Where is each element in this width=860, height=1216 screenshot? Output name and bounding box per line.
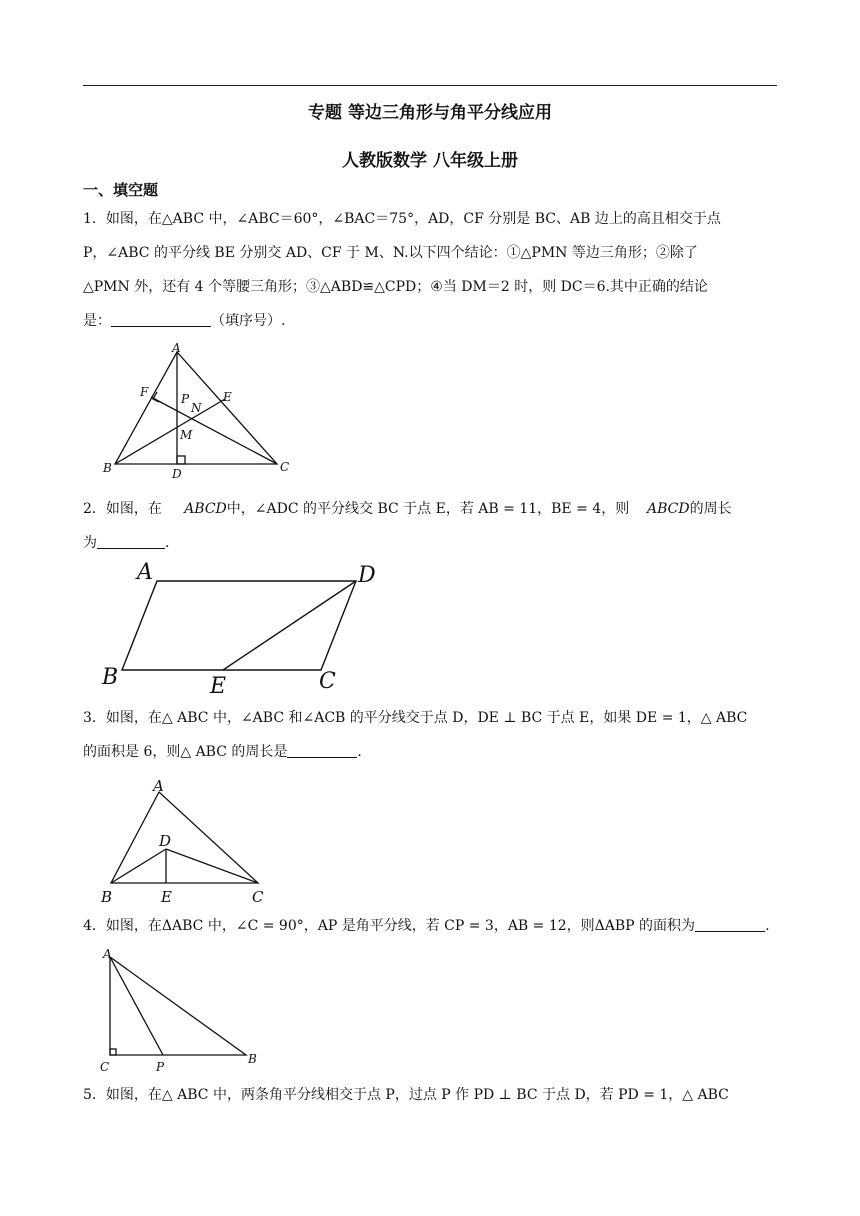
fig4-label-A: A: [103, 947, 112, 961]
question-1-line-4: [83, 304, 783, 338]
answer-blank-1[interactable]: [111, 310, 211, 327]
fig4-label-B: B: [248, 1052, 257, 1066]
question-3-prefix: 的面积是 6，则△ ABC 的周长是: [83, 744, 288, 760]
fig2-label-B: B: [102, 665, 119, 690]
fig1-label-P: P: [181, 392, 190, 406]
question-4-line-1: [83, 909, 783, 943]
fig4-label-C: C: [100, 1060, 110, 1074]
fig1-label-E: E: [223, 390, 232, 404]
fig3-label-C: C: [252, 888, 264, 906]
fig3-label-D: D: [159, 832, 172, 850]
question-1-line-1: 1．如图，在△ABC 中，∠ABC＝60°，∠BAC＝75°，AD，CF 分别是 BC、AB 边上的高且相交于点: [83, 211, 721, 227]
question-2-parallelogram-a: ABCD: [184, 501, 227, 517]
question-2: [83, 492, 783, 560]
fig3-label-B: B: [101, 888, 113, 906]
fig1-label-B: B: [103, 461, 112, 475]
question-2-prefix: 为: [83, 535, 97, 551]
fig3-label-A: A: [153, 777, 164, 795]
figure-4-right-triangle: [98, 943, 268, 1075]
fig1-label-N: N: [191, 401, 202, 415]
question-2-text-c: 中，∠ADC 的平分线交 BC 于点 E，若 AB = 11，BE = 4，则: [226, 501, 630, 517]
fig1-label-F: F: [140, 385, 149, 399]
question-3-line-1: 3．如图，在△ ABC 中，∠ABC 和∠ACB 的平分线交于点 D，DE ⊥ BC 于点 E，如果 DE = 1，△ ABC: [83, 710, 748, 726]
question-1-suffix: （填序号）.: [211, 313, 286, 329]
question-2-line-1: [83, 492, 783, 526]
question-5: [83, 1078, 783, 1112]
question-1: [83, 202, 783, 338]
fig2-label-C: C: [319, 669, 336, 694]
figure-1-triangle: [100, 338, 300, 478]
document-title: 专题 等边三角形与角平分线应用: [308, 103, 552, 123]
answer-blank-4[interactable]: [695, 915, 765, 932]
question-5-line-1: 5．如图，在△ ABC 中，两条角平分线相交于点 P，过点 P 作 PD ⊥ BC 于点 D，若 PD = 1，△ ABC: [83, 1087, 729, 1103]
question-2-suffix: .: [165, 535, 170, 551]
fig1-label-A: A: [172, 341, 181, 355]
answer-blank-2[interactable]: [97, 532, 165, 549]
question-3-suffix: .: [357, 744, 362, 760]
question-2-text-a: 2．如图，在: [83, 501, 162, 517]
question-2-text-e: 的周长: [689, 501, 732, 517]
figure-3-triangle: [98, 775, 278, 907]
fig2-label-A: A: [137, 560, 153, 585]
fig2-label-E: E: [210, 674, 227, 698]
question-3: [83, 701, 783, 769]
fig1-label-D: D: [172, 467, 182, 478]
document-subtitle: 人教版数学 八年级上册: [342, 151, 518, 171]
question-3-line-2: [83, 735, 783, 769]
fig3-label-E: E: [161, 888, 172, 906]
fig1-label-M: M: [180, 428, 193, 442]
question-1-line-3: △PMN 外，还有 4 个等腰三角形；③△ABD≌△CPD；④当 DM＝2 时，则 DC＝6.其中正确的结论: [83, 279, 708, 295]
figure-2-parallelogram: [96, 558, 396, 698]
question-4-suffix: .: [765, 918, 770, 934]
question-4: [83, 909, 783, 943]
fig1-label-C: C: [280, 460, 290, 474]
question-1-line-2: P，∠ABC 的平分线 BE 分别交 AD、CF 于 M、N.以下四个结论：①△PMN 等边三角形；②除了: [83, 245, 698, 261]
fig4-label-P: P: [156, 1060, 165, 1074]
question-2-parallelogram-b: ABCD: [647, 501, 690, 517]
question-4-prefix: 4．如图，在ΔABC 中，∠C = 90°，AP 是角平分线，若 CP = 3，AB = 12，则ΔABP 的面积为: [83, 918, 696, 934]
section-heading: 一、填空题: [83, 181, 159, 199]
question-1-prefix: 是：: [83, 313, 111, 329]
question-2-line-2: [83, 526, 783, 560]
fig2-label-D: D: [358, 563, 376, 588]
answer-blank-3[interactable]: [287, 741, 357, 758]
header-rule: [83, 85, 777, 86]
